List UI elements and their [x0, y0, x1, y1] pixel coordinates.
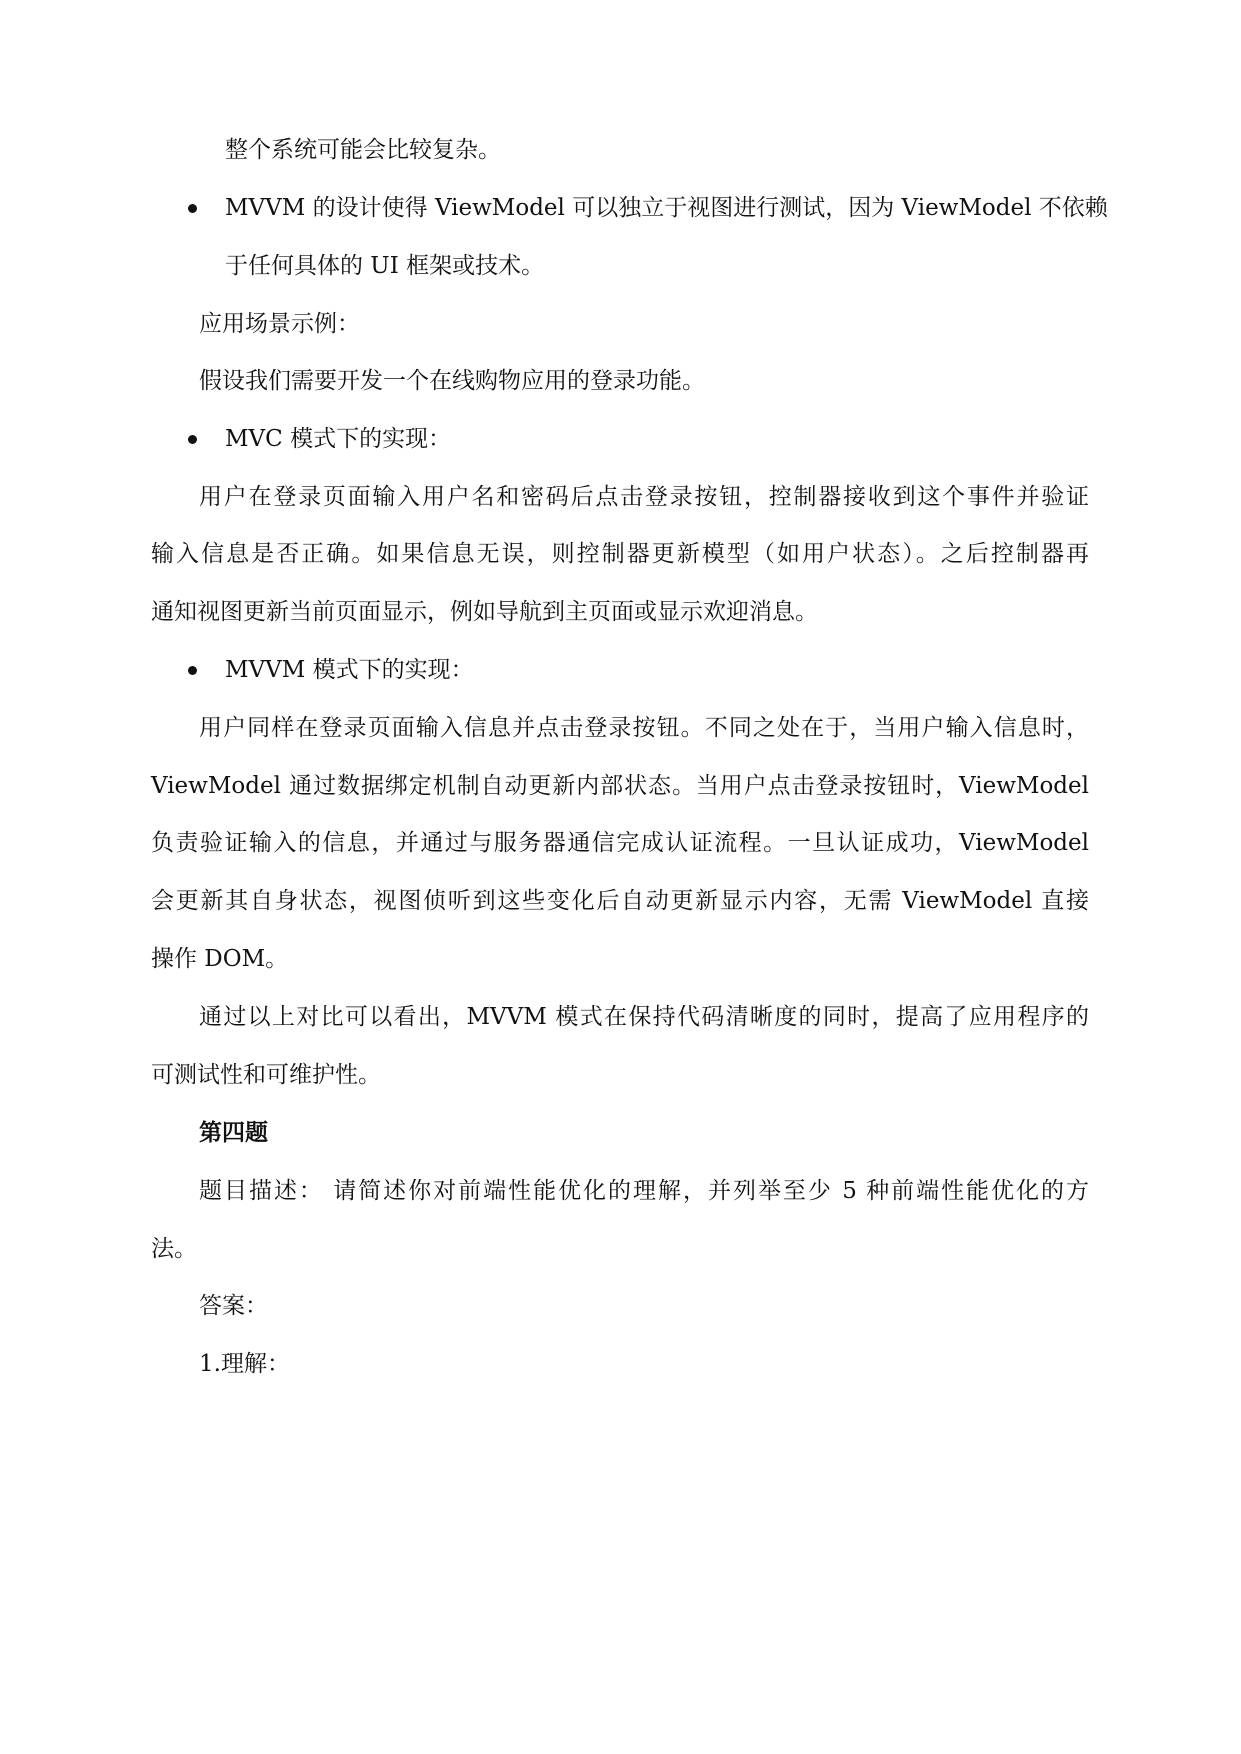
mvvm-paragraph-line: 负责验证输入的信息，并通过与服务器通信完成认证流程。一旦认证成功，ViewModel [151, 830, 1089, 856]
mvvm-paragraph-line: ViewModel 通过数据绑定机制自动更新内部状态。当用户点击登录按钮时，ViewModel [151, 773, 1089, 799]
mvc-paragraph-line: 输入信息是否正确。如果信息无误，则控制器更新模型（如用户状态）。之后控制器再 [151, 541, 1089, 567]
bullet-icon [188, 666, 197, 675]
mvc-bullet: MVC 模式下的实现： [225, 426, 452, 452]
bullet-icon [188, 204, 197, 213]
bullet-item-continuation: 于任何具体的 UI 框架或技术。 [225, 253, 545, 279]
conclusion-paragraph-line: 可测试性和可维护性。 [151, 1062, 381, 1088]
bullet-item: MVVM 的设计使得 ViewModel 可以独立于视图进行测试，因为 ViewModel 不依赖 [225, 195, 1108, 221]
mvvm-paragraph-line: 用户同样在登录页面输入信息并点击登录按钮。不同之处在于，当用户输入信息时， [199, 715, 1089, 741]
mvc-paragraph-line: 通知视图更新当前页面显示，例如导航到主页面或显示欢迎消息。 [151, 599, 818, 625]
conclusion-paragraph-line: 通过以上对比可以看出，MVVM 模式在保持代码清晰度的同时，提高了应用程序的 [199, 1004, 1089, 1030]
question-description-line: 法。 [151, 1236, 197, 1262]
mvvm-paragraph-line: 操作 DOM。 [151, 946, 289, 972]
question-description-line: 题目描述： 请简述你对前端性能优化的理解，并列举至少 5 种前端性能优化的方 [199, 1178, 1089, 1204]
paragraph-line: 整个系统可能会比较复杂。 [225, 137, 501, 163]
mvvm-paragraph-line: 会更新其自身状态，视图侦听到这些变化后自动更新显示内容，无需 ViewModel 直接 [151, 888, 1089, 914]
question-title: 第四题 [199, 1119, 268, 1146]
bullet-icon [188, 435, 197, 444]
understanding-label: 1.理解： [199, 1351, 290, 1377]
answer-label: 答案： [199, 1293, 268, 1319]
mvvm-bullet: MVVM 模式下的实现： [225, 657, 474, 683]
mvc-paragraph-line: 用户在登录页面输入用户名和密码后点击登录按钮，控制器接收到这个事件并验证 [199, 484, 1089, 510]
scenario-heading: 应用场景示例： [199, 311, 360, 337]
scenario-intro: 假设我们需要开发一个在线购物应用的登录功能。 [199, 368, 705, 394]
